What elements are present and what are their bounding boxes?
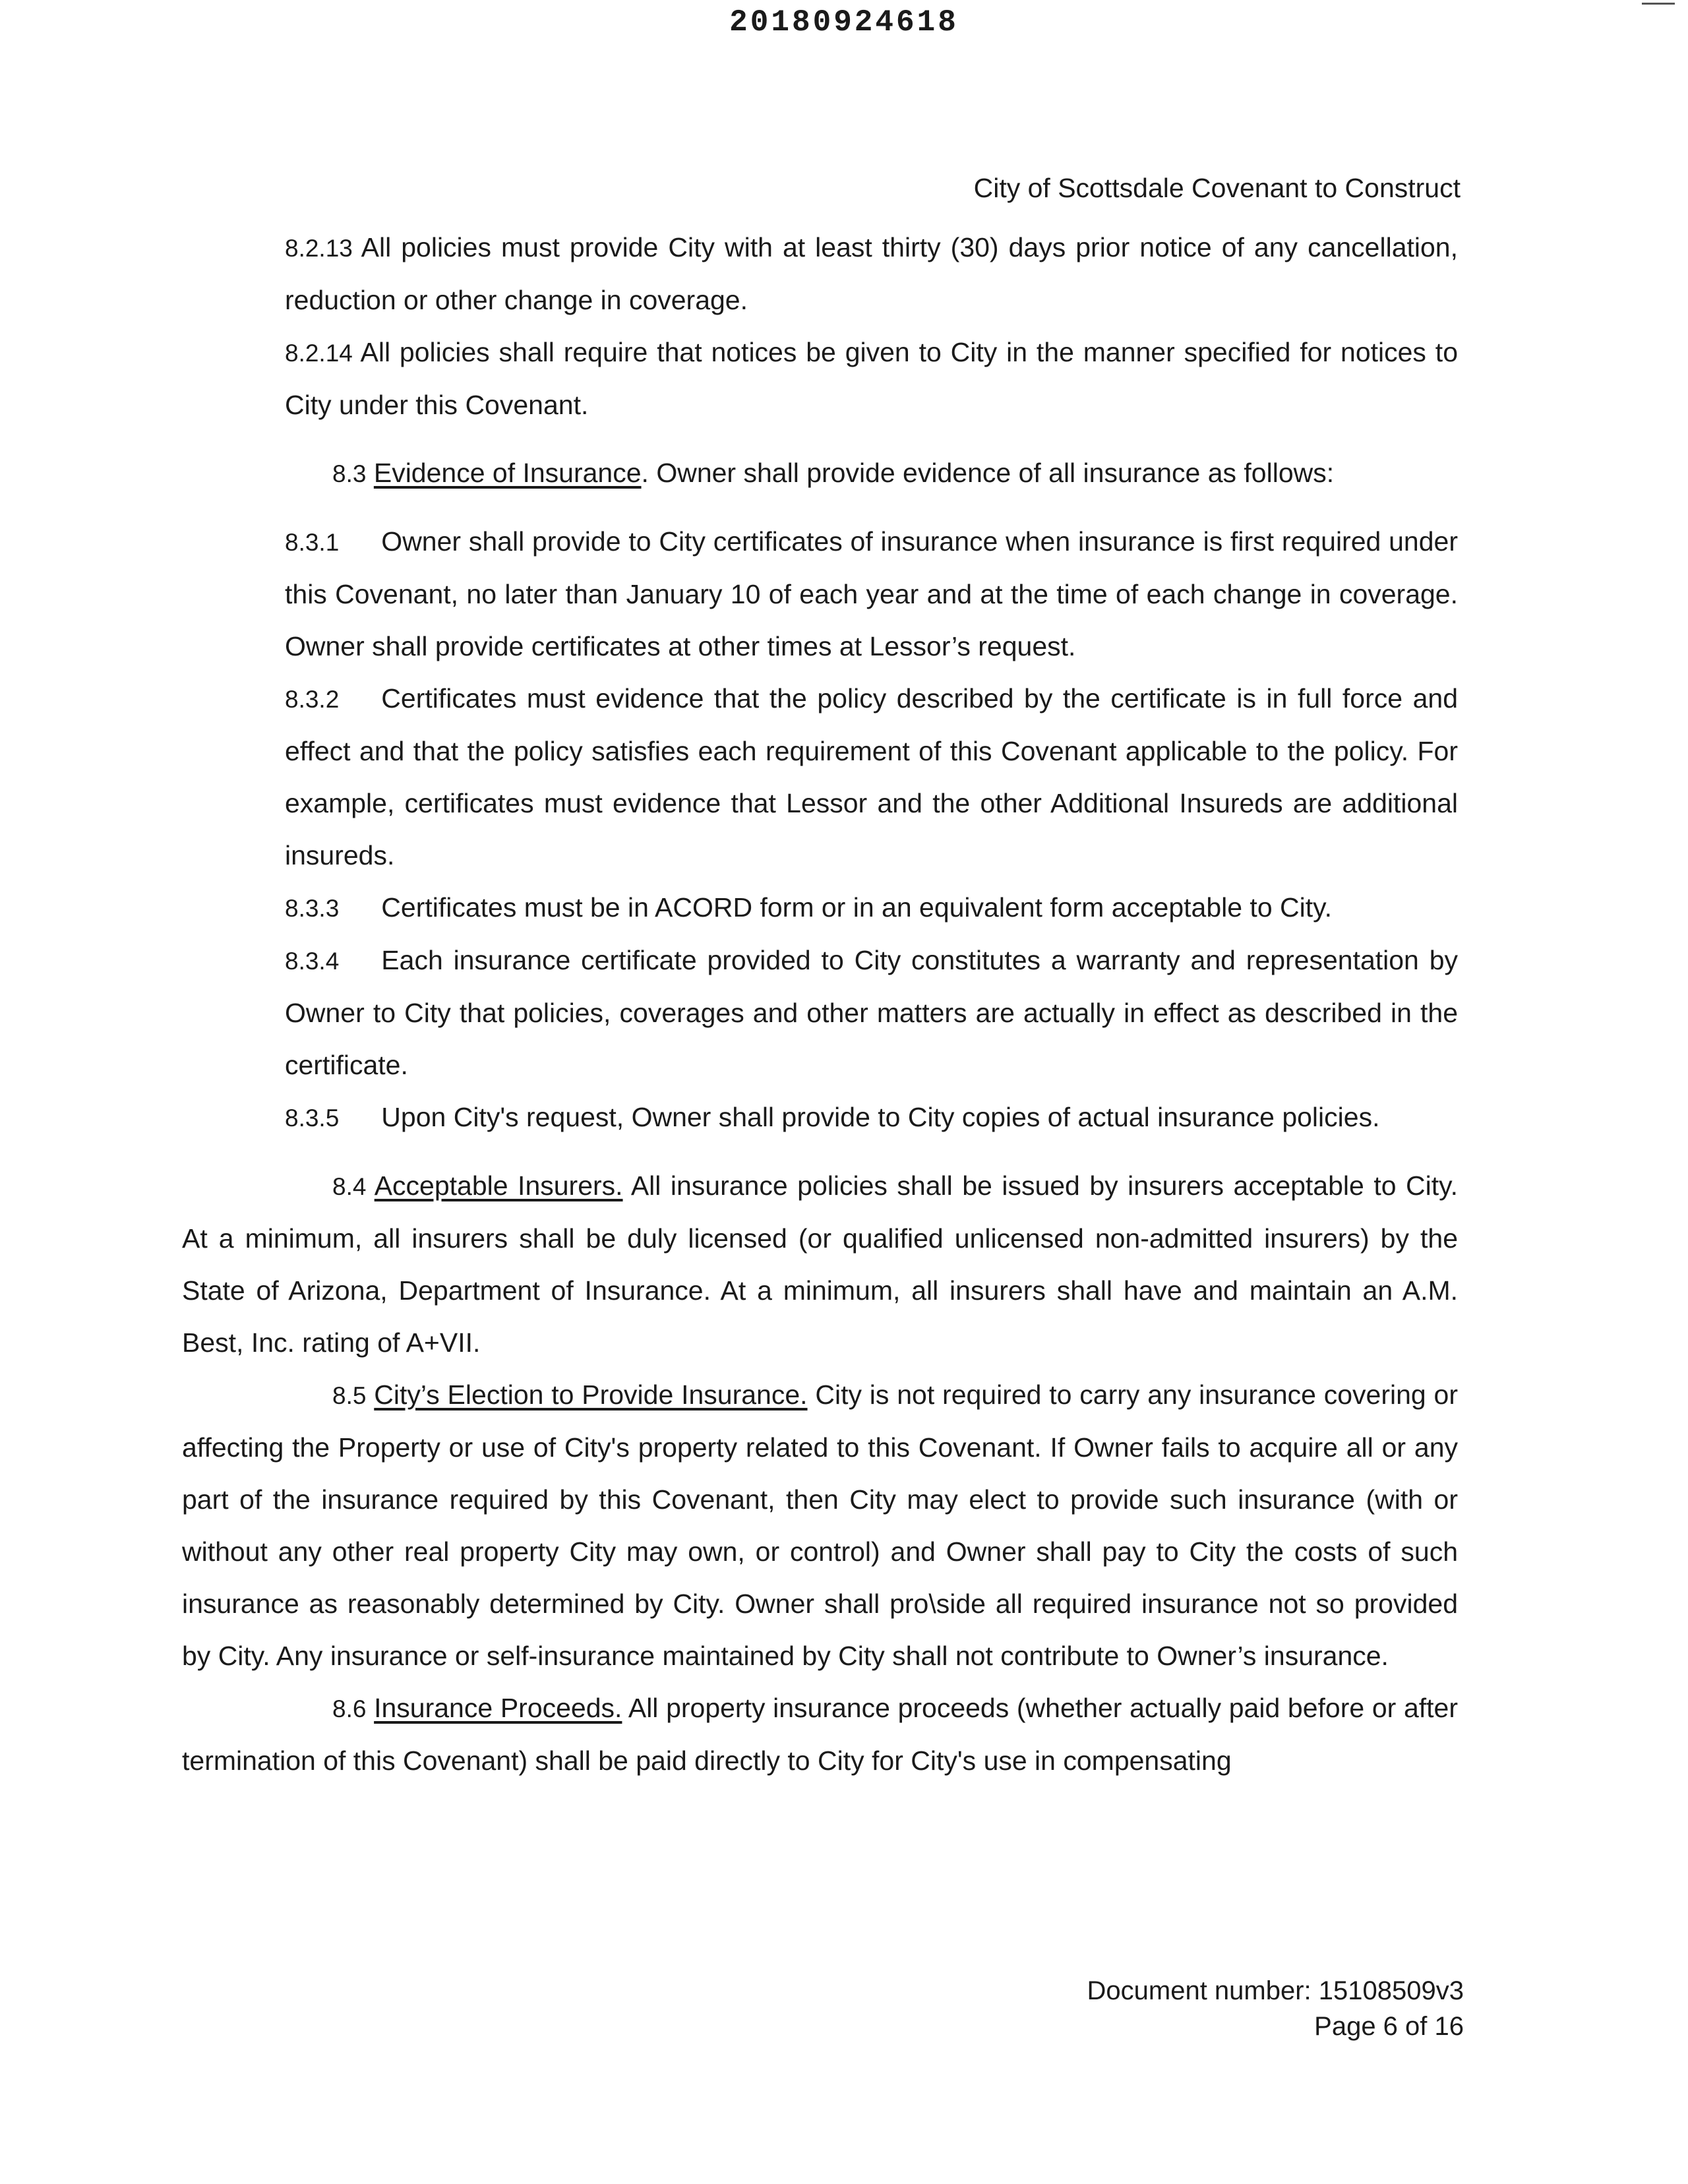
document-number: Document number: 15108509v3: [1087, 1976, 1464, 2005]
section-number: 8.4: [332, 1173, 367, 1200]
section-title: City’s Election to Provide Insurance.: [374, 1380, 808, 1410]
section-8-2-13: [182, 222, 1458, 326]
document-body: [182, 222, 1458, 1787]
section-text: . Owner shall provide evidence of all insurance as follows:: [641, 458, 1335, 488]
section-text: All policies shall require that notices be given to City in the manner specified for notices to City under this Covenant.: [285, 337, 1458, 420]
scan-artifact: [1642, 3, 1675, 5]
section-number: 8.3.2: [285, 686, 340, 713]
section-8-5: [182, 1369, 1458, 1682]
section-text: All property insurance proceeds (whether actually paid before or after termination of this Covenant) shall be paid directly to City for City's use in compensating: [182, 1693, 1458, 1776]
section-text: Certificates must evidence that the policy described by the certificate is in full force and effect and that the policy satisfies each requirement of this Covenant applicable to the policy. For example, certificates must evidence that Lessor and the other Additional Insureds are additional insureds.: [285, 683, 1458, 870]
section-8-3-2: [182, 673, 1458, 882]
page-number: Page 6 of 16: [1314, 2012, 1464, 2041]
section-number: 8.2.13: [285, 235, 353, 262]
section-number: 8.3.3: [285, 895, 340, 922]
section-8-3: [182, 447, 1458, 500]
section-number: 8.2.14: [285, 340, 353, 367]
section-text: Each insurance certificate provided to City constitutes a warranty and representation by Owner to City that policies, coverages and other matters are actually in effect as described in the certificate.: [285, 945, 1458, 1080]
section-number: 8.6: [332, 1695, 367, 1722]
section-8-3-5: [182, 1091, 1458, 1144]
recording-number: 20180924618: [729, 5, 959, 40]
section-title: Evidence of Insurance: [373, 458, 642, 488]
running-header: City of Scottsdale Covenant to Construct: [973, 173, 1461, 203]
section-8-3-1: [182, 516, 1458, 673]
section-title: Insurance Proceeds.: [374, 1693, 622, 1723]
section-text: All policies must provide City with at least thirty (30) days prior notice of any cancellation, reduction or other change in coverage.: [285, 232, 1458, 315]
section-title: Acceptable Insurers.: [374, 1170, 623, 1201]
section-8-3-3: [182, 882, 1458, 934]
section-number: 8.3.1: [285, 529, 340, 556]
section-text: Upon City's request, Owner shall provide to City copies of actual insurance policies.: [381, 1102, 1380, 1132]
section-text: City is not required to carry any insurance covering or affecting the Property or use of City's property related to this Covenant. If Owner fails to acquire all or any part of the insurance required by this Covenant, then City may elect to provide such insurance (with or without any other real property City may own, or control) and Owner shall pay to City the costs of such insurance as reasonably determined by City. Owner shall pro\side all required insurance not so provided by City. Any insurance or self-insurance maintained by City shall not contribute to Owner’s insurance.: [182, 1380, 1458, 1671]
section-8-2-14: [182, 326, 1458, 431]
section-text: Certificates must be in ACORD form or in an equivalent form acceptable to City.: [381, 892, 1332, 923]
page-footer: [1087, 1973, 1464, 2044]
section-8-3-4: [182, 934, 1458, 1091]
section-text: Owner shall provide to City certificates of insurance when insurance is first required under this Covenant, no later than January 10 of each year and at the time of each change in coverage. Owner shall provide certificates at other times at Lessor’s request.: [285, 526, 1458, 661]
section-number: 8.5: [332, 1382, 367, 1409]
section-number: 8.3: [332, 460, 367, 487]
section-number: 8.3.4: [285, 948, 340, 975]
section-8-6: [182, 1682, 1458, 1787]
section-text: All insurance policies shall be issued by insurers acceptable to City. At a minimum, all insurers shall be duly licensed (or qualified unlicensed non-admitted insurers) by the State of Arizona, Department of Insurance. At a minimum, all insurers shall have and maintain an A.M. Best, Inc. rating of A+VII.: [182, 1170, 1458, 1358]
section-8-4: [182, 1160, 1458, 1369]
section-number: 8.3.5: [285, 1105, 340, 1132]
